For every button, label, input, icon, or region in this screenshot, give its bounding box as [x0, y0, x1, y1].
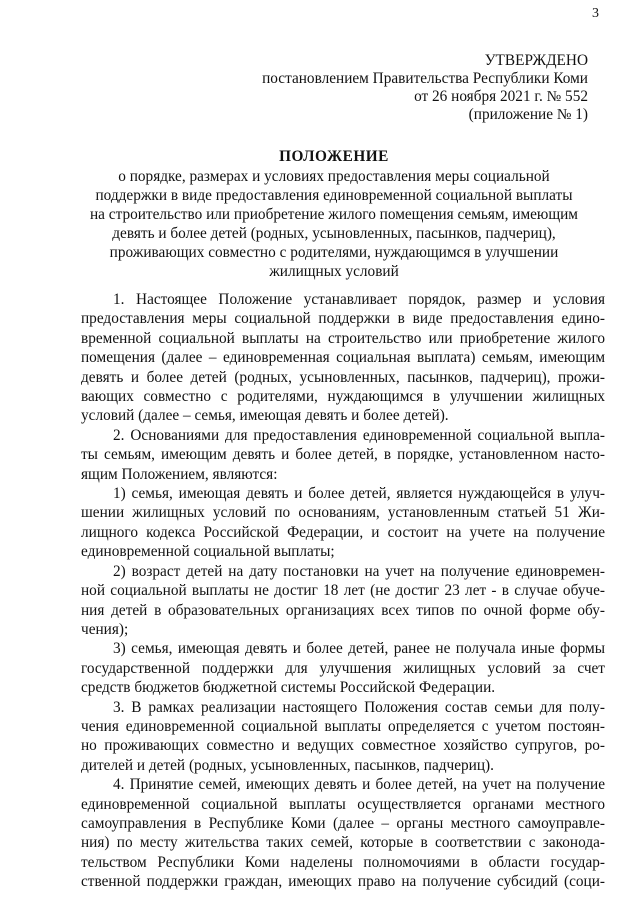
paragraph-line: чения);: [81, 620, 129, 638]
paragraph-line: чения единовременной социальной выплаты определяется с учетом постоян-: [81, 717, 605, 735]
subtitle-line: о порядке, размерах и условиях предоставления меры социальной: [118, 168, 550, 185]
paragraph-line: шении жилищных условий по основаниям, установленным статьей 51 Жи-: [81, 504, 605, 522]
paragraph: [81, 698, 605, 776]
page-number: 3: [592, 6, 599, 21]
paragraph-line: условий (далее – семья, имеющая девять и более детей).: [81, 407, 449, 425]
approval-appendix: (приложение № 1): [468, 106, 588, 123]
paragraph-line: 1) семья, имеющая девять и более детей, является нуждающейся в улуч-: [113, 485, 605, 503]
paragraph: [81, 775, 605, 891]
paragraph-line: ния детей в образовательных организациях всех типов по очной форме обу-: [81, 601, 605, 619]
subtitle-line: жилищных условий: [269, 263, 399, 280]
paragraph-line: вающих совместно с родителями, нуждающимся в улучшении жилищных: [81, 388, 605, 406]
subtitle-line: на строительство или приобретение жилого помещения семьям, имеющим: [89, 206, 578, 223]
paragraph: [81, 484, 605, 562]
paragraph-line: 3) семья, имеющая девять и более детей, ранее не получала иные формы: [113, 640, 605, 658]
document-title-block: [60, 147, 608, 281]
approval-date: от 26 ноября 2021 г. № 552: [414, 88, 588, 105]
subtitle-line: проживающих совместно с родителями, нуждающимся в улучшении: [109, 244, 559, 261]
subtitle-line: поддержки в виде предоставления единовременной социальной выплаты: [95, 187, 573, 204]
paragraph-line: 3. В рамках реализации настоящего Положения состав семьи для полу-: [113, 698, 605, 716]
paragraph-line: 4. Принятие семей, имеющих девять и более детей, на учет на получение: [113, 776, 605, 794]
approval-stamp: [262, 52, 588, 124]
paragraph-line: 1. Настоящее Положение устанавливает порядок, размер и условия: [113, 291, 605, 308]
paragraph-line: единовременной социальной выплаты осуществляется органами местного: [81, 795, 605, 813]
paragraph-line: средств бюджетов бюджетной системы Российской Федерации.: [81, 679, 496, 697]
paragraph-line: ной социальной выплаты не достиг 18 лет (не достиг 23 лет - в случае обуче-: [81, 582, 605, 600]
paragraph: [81, 290, 605, 426]
paragraph-line: временной социальной выплаты на строительство или приобретение жилого: [81, 329, 605, 347]
paragraph-line: предоставления меры социальной поддержки в виде предоставления едино-: [81, 310, 605, 328]
document-title: ПОЛОЖЕНИЕ: [279, 148, 389, 165]
paragraph-line: единовременной социальной выплаты;: [81, 543, 335, 561]
paragraph-line: дителей и детей (родных, усыновленных, пасынков, падчериц).: [81, 756, 494, 774]
subtitle-line: девять и более детей (родных, усыновленных, пасынков, падчериц),: [112, 225, 556, 242]
paragraph-line: девять и более детей (родных, усыновленных, пасынков, падчериц), прожи-: [81, 368, 605, 386]
paragraph-line: помещения (далее – единовременная социальная выплата) семьям, имеющим: [81, 349, 605, 367]
paragraph-line: ящим Положением, являются:: [81, 465, 278, 483]
paragraph-line: самоуправления в Республике Коми (далее – органы местного самоуправле-: [81, 814, 605, 832]
approval-issuer: постановлением Правительства Республики Коми: [262, 70, 588, 87]
paragraph-line: государственной поддержки для улучшения жилищных условий за счет: [81, 659, 605, 677]
paragraph: [81, 562, 605, 640]
paragraph: [81, 639, 605, 697]
paragraph-line: тельством Республики Коми наделены полномочиями в области государ-: [81, 853, 605, 871]
paragraph: [81, 426, 605, 484]
paragraph-line: но проживающих совместно и ведущих совместное хозяйство супругов, ро-: [81, 737, 605, 755]
approval-heading: УТВЕРЖДЕНО: [484, 52, 588, 69]
paragraph-line: 2) возраст детей на дату постановки на учет на получение единовремен-: [113, 562, 605, 580]
paragraph-line: 2. Основаниями для предоставления единовременной социальной выпла-: [113, 426, 605, 444]
document-body: [81, 290, 605, 892]
paragraph-line: ты семьям, имеющим девять и более детей, в порядке, установленном насто-: [81, 446, 605, 464]
paragraph-line: лищного кодекса Российской Федерации, и состоит на учете на получение: [81, 523, 605, 541]
paragraph-line: ния) по месту жительства таких семей, которые в соответствии с законода-: [81, 834, 605, 852]
paragraph-line: ственной поддержки граждан, имеющих право на получение субсидий (соци-: [81, 873, 605, 891]
